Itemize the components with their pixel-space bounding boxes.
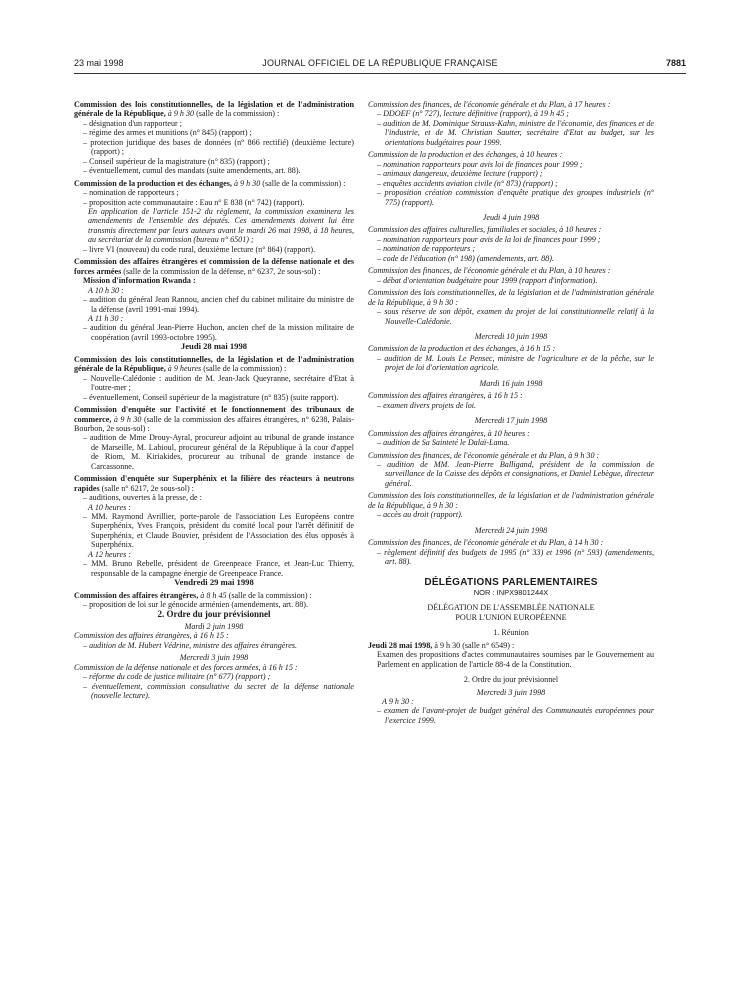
- list-item: – protection juridique des bases de données (n° 866 rectifié) (deuxième lecture) (rapport) ;: [83, 137, 354, 157]
- commission-entry: Commission des lois constitutionnelles, de la législation et de l'administration générale de la République, à 9 h 30 :: [368, 288, 654, 307]
- date-subheading: Mercredi 10 juin 1998: [474, 331, 548, 341]
- time-slot: A 10 heures :: [88, 502, 131, 512]
- date-subheading: Mardi 16 juin 1998: [479, 378, 543, 388]
- mission-title: Mission d'information Rwanda :: [83, 276, 196, 286]
- list-item: – examen de l'avant-projet de budget général des Communautés européennes pour l'exercice 1999.: [377, 706, 654, 725]
- section-heading: 2. Ordre du jour prévisionnel: [463, 675, 559, 685]
- meeting-entry: Jeudi 28 mai 1998, à 9 h 30 (salle n° 6549) :: [368, 640, 515, 650]
- list-item: – MM. Raymond Avrillier, porte-parole de l'association Les Européens contre Superphénix, Yves François, président du comité local pour l'arrêt définitif de Superphénix, et Claude Bouvier, président de l'Association des élus opposés à Superphénix.: [83, 512, 354, 550]
- list-item: – audition de M. Dominique Strauss-Kahn, ministre de l'économie, des finances et de l'industrie, et de M. Christian Sautter, secrétaire d'Etat au budget, sur les orientations budgétaires pour 1999.: [377, 118, 654, 147]
- commission-entry: Commission d'enquête sur Superphénix et la filière des réacteurs à neutrons rapides (salle n° 6217, 2e sous-sol) :: [74, 474, 354, 493]
- header-page-number: 7881: [665, 58, 686, 68]
- list-item: – livre VI (nouveau) du code rural, deuxième lecture (n° 864) (rapport).: [83, 244, 316, 254]
- time-slot: A 10 h 30 :: [88, 285, 124, 295]
- header-journal-title: JOURNAL OFFICIEL DE LA RÉPUBLIQUE FRANÇAISE: [262, 58, 498, 68]
- list-item: – audition du général Jean-Pierre Huchon, ancien chef de la mission militaire de coopération (avril 1993-octobre 1995).: [83, 323, 354, 342]
- commission-entry: Commission des affaires culturelles, familiales et sociales, à 10 heures :: [368, 225, 602, 235]
- list-item: – DDOEF (n° 727), lecture définitive (rapport), à 19 h 45 ;: [377, 109, 569, 119]
- commission-entry: Commission de la production et des échanges, à 16 h 15 :: [368, 344, 556, 354]
- time-slot: A 12 heures :: [88, 549, 131, 559]
- nor-reference: NOR : INPX9801244X: [473, 587, 549, 597]
- right-column: [368, 100, 654, 725]
- date-subheading: Jeudi 4 juin 1998: [482, 212, 540, 222]
- date-subheading: Mercredi 3 juin 1998: [476, 687, 546, 697]
- date-subheading: Mercredi 3 juin 1998: [179, 653, 249, 663]
- list-item: – code de l'éducation (n° 198) (amendements, art. 88).: [377, 253, 554, 263]
- list-item: – animaux dangereux, deuxième lecture (rapport) ;: [377, 169, 543, 179]
- left-column: [74, 100, 354, 701]
- commission-entry: Commission des lois constitutionnelles, de la législation et de l'administration générale de la République, à 9 h 30 :: [368, 491, 654, 510]
- list-item: – audition de Mme Drouy-Ayral, procureur adjoint au tribunal de grande instance de Marseille, M. Labioul, procureur général de la République à la cour d'appel de Riom, M. Kiriakides, procureur au tribunal de grande instance de Carcassonne.: [83, 433, 354, 471]
- time-slot: A 9 h 30 :: [382, 697, 414, 707]
- list-item: – désignation d'un rapporteur ;: [83, 118, 183, 128]
- commission-entry: Commission des finances, de l'économie générale et du Plan, à 10 heures :: [368, 266, 611, 276]
- list-item: – audition de M. Louis Le Pensec, ministre de l'agriculture et de la pêche, sur le projet de loi d'orientation agricole.: [377, 353, 654, 373]
- date-heading: Jeudi 28 mai 1998: [180, 341, 248, 352]
- list-item: – éventuellement, commission consultative du secret de la défense nationale (nouvelle lecture).: [83, 681, 354, 701]
- commission-entry: Commission des affaires étrangères, à 10 heures :: [368, 428, 530, 438]
- list-item: – nomination rapporteurs pour avis de la loi de finances pour 1999 ;: [377, 234, 601, 244]
- list-item: – débat d'orientation budgétaire pour 1999 (rapport d'information).: [377, 275, 598, 285]
- date-subheading: Mercredi 17 juin 1998: [474, 416, 548, 426]
- time-slot: A 11 h 30 :: [88, 313, 124, 323]
- list-item: – audition du général Jean Rannou, ancien chef du cabinet militaire du ministre de la défense (avril 1991-mai 1994).: [83, 295, 354, 314]
- commission-entry: Commission des lois constitutionnelles, de la législation et de l'administration générale de la République, à 9 h 30 (salle de la commission) :: [74, 100, 354, 119]
- delegation-name: DÉLÉGATION DE L'ASSEMBLÉE NATIONALE: [427, 603, 595, 613]
- date-heading: Vendredi 29 mai 1998: [174, 577, 254, 588]
- list-item: – nomination rapporteurs pour avis loi de finances pour 1999 ;: [377, 159, 583, 169]
- date-subheading: Mercredi 24 juin 1998: [474, 525, 548, 535]
- commission-entry: Commission de la production et des échanges, à 10 heures :: [368, 150, 563, 160]
- list-item: – Conseil supérieur de la magistrature (n° 835) (rapport) ;: [83, 156, 270, 166]
- list-item: – Nouvelle-Calédonie : audition de M. Jean-Jack Queyranne, secrétaire d'Etat à l'outre-mer ;: [83, 373, 354, 393]
- list-item: – nomination de rapporteurs ;: [377, 244, 476, 254]
- list-item: – éventuellement, cumul des mandats (suite amendements, art. 88).: [83, 166, 301, 176]
- commission-entry: Commission des affaires étrangères, à 16 h 15 :: [74, 631, 229, 641]
- list-item: – audition de MM. Jean-Pierre Balligand, président de la commission de surveillance de la Caisse des dépôts et consignations, et Daniel Lebègue, directeur général.: [377, 459, 654, 488]
- meeting-description: Examen des propositions d'actes communautaires soumises par le Gouvernement au Parlement en application de l'article 88-4 de la Constitution.: [377, 650, 654, 669]
- regulation-note: En application de l'article 151-2 du règlement, la commission examinera les amendements de l'ensemble des députés. Ces amendements doivent lui être transmis directement par leurs auteurs avant le mardi 26 mai 1998, à 18 heures, au secrétariat de la commission (bureau n° 6501) ;: [88, 206, 354, 245]
- list-item: – enquêtes accidents aviation civile (n° 873) (rapport) ;: [377, 178, 558, 188]
- commission-entry: Commission des finances, de l'économie générale et du Plan, à 14 h 30 :: [368, 538, 604, 548]
- list-item: – MM. Bruno Rebelle, président de Greenpeace France, et Jean-Luc Thierry, responsable de la campagne énergie de Greenpeace France.: [83, 559, 354, 578]
- section-heading: 2. Ordre du jour prévisionnel: [157, 608, 271, 619]
- page-header: [74, 58, 686, 72]
- commission-entry: Commission de la défense nationale et des forces armées, à 16 h 15 :: [74, 662, 298, 672]
- commission-entry: Commission des affaires étrangères, à 8 h 45 (salle de la commission) :: [74, 590, 312, 600]
- list-item: – proposition acte communautaire : Eau n° E 838 (n° 742) (rapport).: [83, 197, 305, 207]
- commission-entry: Commission des affaires étrangères, à 16 h 15 :: [368, 391, 523, 401]
- section-heading: 1. Réunion: [493, 628, 529, 638]
- commission-entry: Commission des lois constitutionnelles, de la législation et de l'administration générale de la République, à 9 heures (salle de la commission) :: [74, 354, 354, 374]
- commission-entry: Commission d'enquête sur l'activité et le fonctionnement des tribunaux de commerce, à 9 h 30 (salle de la commission des affaires étrangères, n° 6238, Palais-Bourbon, 2e sous-sol) :: [74, 405, 354, 433]
- list-item: – examen divers projets de loi.: [377, 400, 477, 410]
- list-item: – proposition création commission d'enquête pratique des groupes industriels (n° 775) (rapport).: [377, 188, 654, 207]
- commission-entry: Commission des finances, de l'économie générale et du Plan, à 17 heures :: [368, 100, 611, 109]
- header-rule: [74, 73, 686, 74]
- list-item: – règlement définitif des budgets de 1995 (n° 33) et 1996 (n° 593) (amendements, art. 88).: [377, 547, 654, 567]
- list-item: – sous réserve de son dépôt, examen du projet de loi constitutionnelle relatif à la Nouvelle-Calédonie.: [377, 307, 654, 326]
- list-item: – accès au droit (rapport).: [377, 510, 463, 520]
- section-title-delegations: DÉLÉGATIONS PARLEMENTAIRES: [424, 577, 598, 589]
- commission-entry: Commission des finances, de l'économie générale et du Plan, à 9 h 30 :: [368, 450, 600, 460]
- list-item: – audition de M. Hubert Védrine, ministre des affaires étrangères.: [83, 640, 298, 650]
- commission-entry: Commission de la production et des échanges, à 9 h 30 (salle de la commission) :: [74, 178, 346, 188]
- date-subheading: Mardi 2 juin 1998: [184, 622, 244, 632]
- header-date: 23 mai 1998: [74, 58, 124, 68]
- list-item: – audition de Sa Sainteté le Dalaï-Lama.: [377, 438, 510, 448]
- list-item: – nomination de rapporteurs ;: [83, 188, 179, 198]
- list-item: – éventuellement, Conseil supérieur de la magistrature (n° 835) (suite rapport).: [83, 392, 339, 402]
- list-item: – auditions, ouvertes à la presse, de :: [83, 493, 202, 503]
- commission-entry: Commission des affaires étrangères et commission de la défense nationale et des forces armées (salle de la commission de la défense, n° 6237, 2e sous-sol) :: [74, 257, 354, 276]
- list-item: – réforme du code de justice militaire (n° 677) (rapport) ;: [83, 672, 271, 682]
- delegation-name: POUR L'UNION EUROPÉENNE: [455, 612, 567, 622]
- list-item: – proposition de loi sur le génocide arménien (amendements, art. 88).: [83, 600, 308, 610]
- list-item: – régime des armes et munitions (n° 845) (rapport) ;: [83, 128, 252, 138]
